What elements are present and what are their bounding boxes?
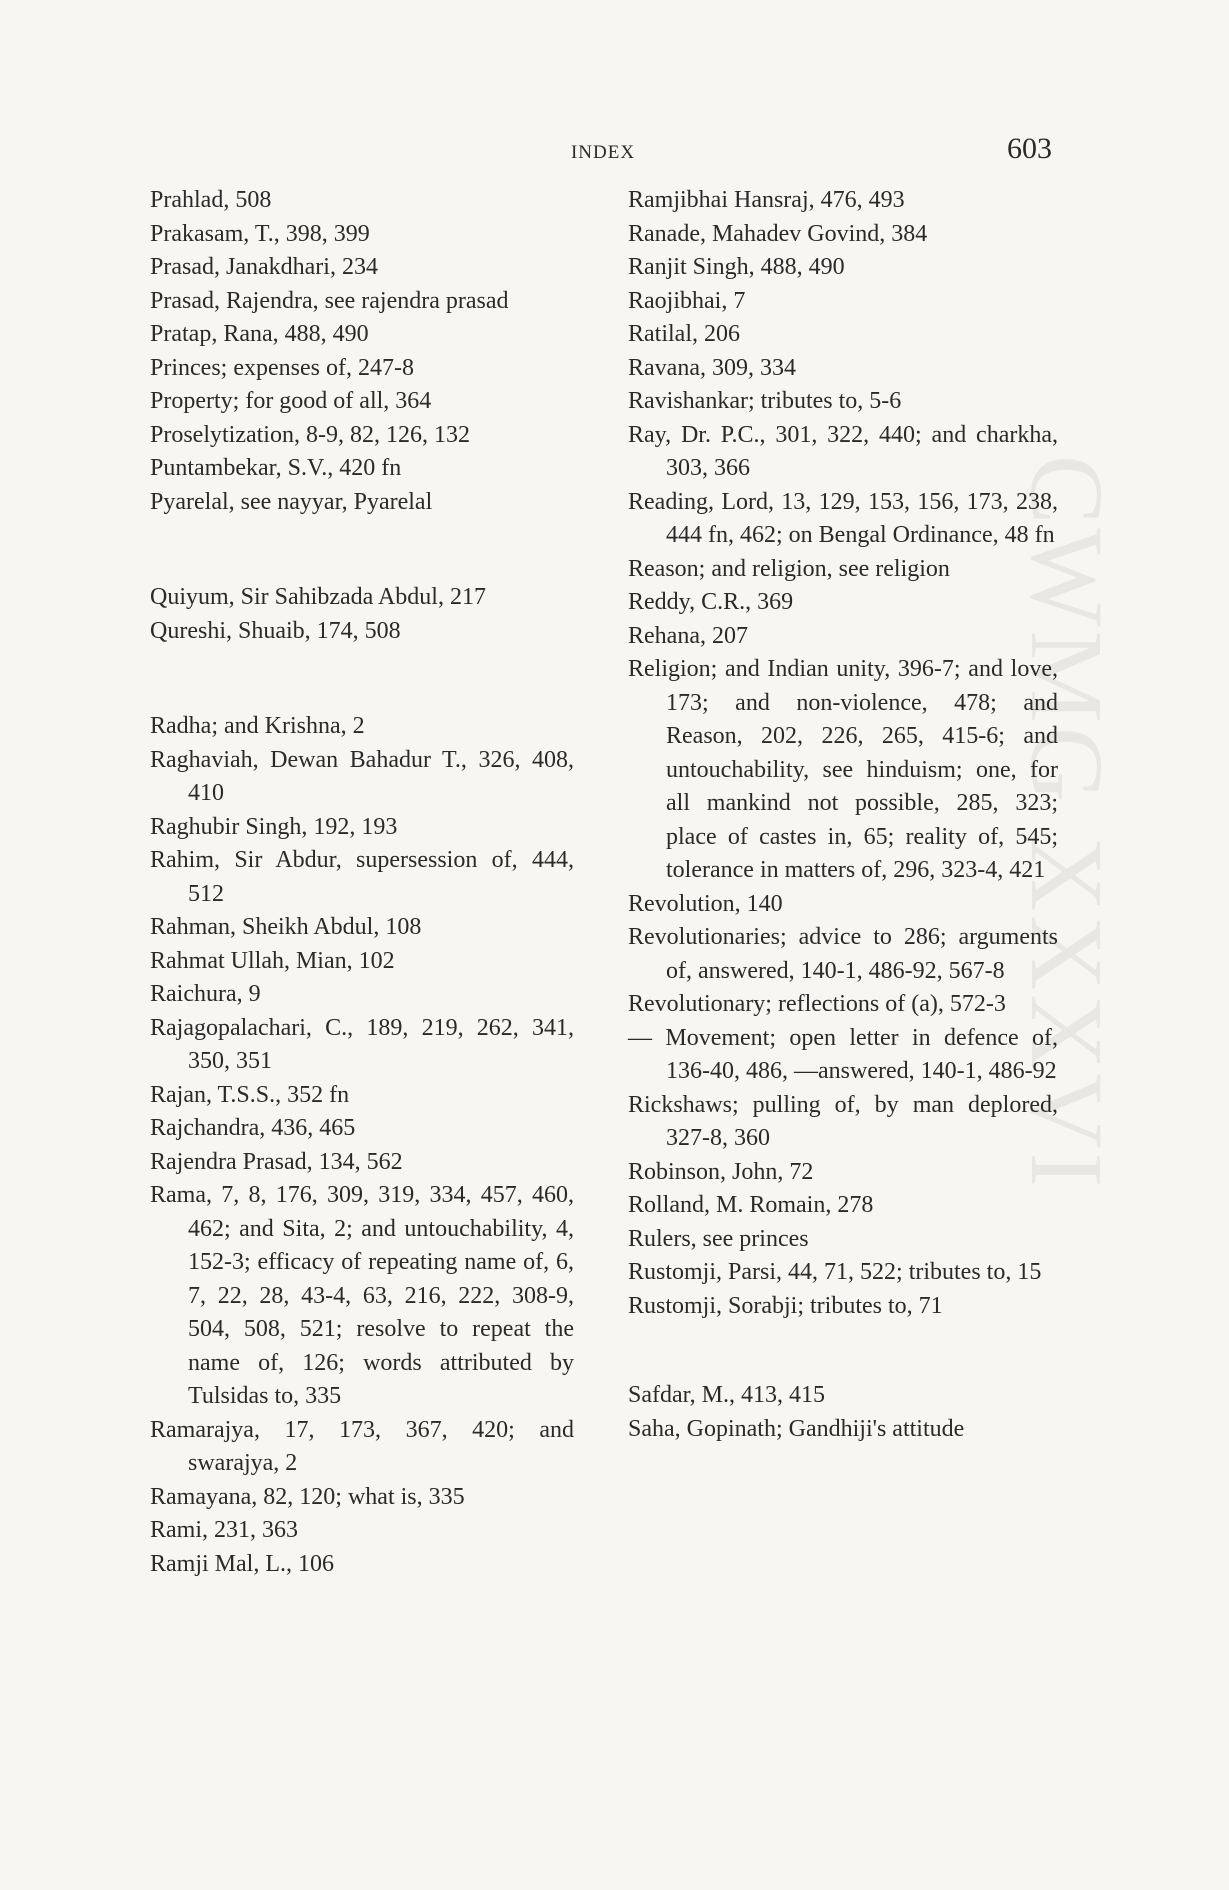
section-gap <box>150 519 574 581</box>
index-entry: Ray, Dr. P.C., 301, 322, 440; and charkha, 303, 366 <box>628 421 1058 481</box>
index-entry: Rahim, Sir Abdur, supersession of, 444, 512 <box>150 847 574 907</box>
index-entry: Rulers, see princes <box>628 1225 809 1252</box>
index-entry: Ramji Mal, L., 106 <box>150 1550 334 1577</box>
index-entry: Raichura, 9 <box>150 981 261 1007</box>
index-entry: Prasad, Janakdhari, 234 <box>150 254 378 280</box>
left-column <box>150 184 574 1581</box>
index-entry: Revolutionary; reflections of (a), 572-3 <box>628 991 1006 1017</box>
index-entry: Raghubir Singh, 192, 193 <box>150 813 398 840</box>
index-entry: Property; for good of all, 364 <box>150 388 432 414</box>
index-entry: Religion; and Indian unity, 396-7; and love, 173; and non-violence, 478; and Reason, 202, 226, 265, 415-6; and untouchability, see hinduism; one, for all mankind not possible, 285, 323; place of castes in, 65; reality of, 545; tolerance in matters of, 296, 323-4, 421 <box>628 656 1058 883</box>
right-column <box>628 184 1058 1446</box>
index-entry: Prasad, Rajendra, see rajendra prasad <box>150 287 509 314</box>
index-entry: Ravana, 309, 334 <box>628 354 796 381</box>
index-entry: Quiyum, Sir Sahibzada Abdul, 217 <box>150 584 486 610</box>
index-entry: Saha, Gopinath; Gandhiji's attitude <box>628 1415 965 1442</box>
index-entry: Ranjit Singh, 488, 490 <box>628 254 845 280</box>
index-entry: Rickshaws; pulling of, by man deplored, 327-8, 360 <box>628 1091 1058 1151</box>
index-entry: Rehana, 207 <box>628 622 748 649</box>
index-entry: Rolland, M. Romain, 278 <box>628 1192 874 1218</box>
index-entry: Rama, 7, 8, 176, 309, 319, 334, 457, 460, 462; and Sita, 2; and untouchability, 4, 152-3; efficacy of repeating name of, 6, 7, 22, 28, 43-4, 63, 216, 222, 308-9, 504, 508, 521; resolve to repeat the name of, 126; words attributed by Tulsidas to, 335 <box>150 1182 574 1409</box>
index-entry: Raojibhai, 7 <box>628 287 746 314</box>
index-entry: Revolution, 140 <box>628 890 783 917</box>
index-entry: — Movement; open letter in defence of, 136-40, 486, —answered, 140-1, 486-92 <box>628 1024 1058 1084</box>
index-entry: Ramayana, 82, 120; what is, 335 <box>150 1483 465 1510</box>
index-entry: Rami, 231, 363 <box>150 1517 298 1543</box>
index-entry: Reading, Lord, 13, 129, 153, 156, 173, 238, 444 fn, 462; on Bengal Ordinance, 48 fn <box>628 488 1058 548</box>
index-entry: Robinson, John, 72 <box>628 1158 814 1185</box>
section-gap <box>150 648 574 710</box>
index-entry: Safdar, M., 413, 415 <box>628 1382 826 1408</box>
index-entry: Ravishankar; tributes to, 5-6 <box>628 388 902 414</box>
index-entry: Puntambekar, S.V., 420 fn <box>150 455 402 481</box>
index-entry: Revolutionaries; advice to 286; arguments of, answered, 140-1, 486-92, 567-8 <box>628 924 1058 984</box>
index-entry: Pratap, Rana, 488, 490 <box>150 321 369 347</box>
index-entry: Ratilal, 206 <box>628 321 740 347</box>
index-entry: Rajendra Prasad, 134, 562 <box>150 1148 403 1175</box>
index-entry: Rustomji, Parsi, 44, 71, 522; tributes to, 15 <box>628 1259 1042 1285</box>
index-entry: Rajchandra, 436, 465 <box>150 1115 356 1141</box>
page-header <box>148 132 1058 172</box>
index-entry: Pyarelal, see nayyar, Pyarelal <box>150 488 433 515</box>
index-entry: Ramarajya, 17, 173, 367, 420; and swarajya, 2 <box>150 1416 574 1476</box>
index-entry: Radha; and Krishna, 2 <box>150 713 365 739</box>
page-number: 603 <box>1007 132 1052 165</box>
index-entry: Rahmat Ullah, Mian, 102 <box>150 947 395 974</box>
index-entry: Ranade, Mahadev Govind, 384 <box>628 220 928 247</box>
index-entry: Qureshi, Shuaib, 174, 508 <box>150 617 401 644</box>
index-entry: Reason; and religion, see religion <box>628 555 950 582</box>
index-entry: Rahman, Sheikh Abdul, 108 <box>150 914 422 940</box>
index-entry: Ramjibhai Hansraj, 476, 493 <box>628 187 905 213</box>
watermark-text: CWMG XXXVI <box>1009 455 1124 1192</box>
index-entry: Reddy, C.R., 369 <box>628 589 794 615</box>
index-entry: Proselytization, 8-9, 82, 126, 132 <box>150 421 470 448</box>
running-head: INDEX <box>570 142 636 163</box>
index-entry: Princes; expenses of, 247-8 <box>150 354 414 381</box>
index-entry: Prakasam, T., 398, 399 <box>150 220 370 247</box>
index-entry: Raghaviah, Dewan Bahadur T., 326, 408, 410 <box>150 746 574 806</box>
index-entry: Prahlad, 508 <box>150 187 272 213</box>
index-entry: Rajan, T.S.S., 352 fn <box>150 1081 350 1108</box>
index-entry: Rajagopalachari, C., 189, 219, 262, 341, 350, 351 <box>150 1014 574 1074</box>
section-gap <box>628 1323 1058 1379</box>
index-entry: Rustomji, Sorabji; tributes to, 71 <box>628 1292 943 1319</box>
